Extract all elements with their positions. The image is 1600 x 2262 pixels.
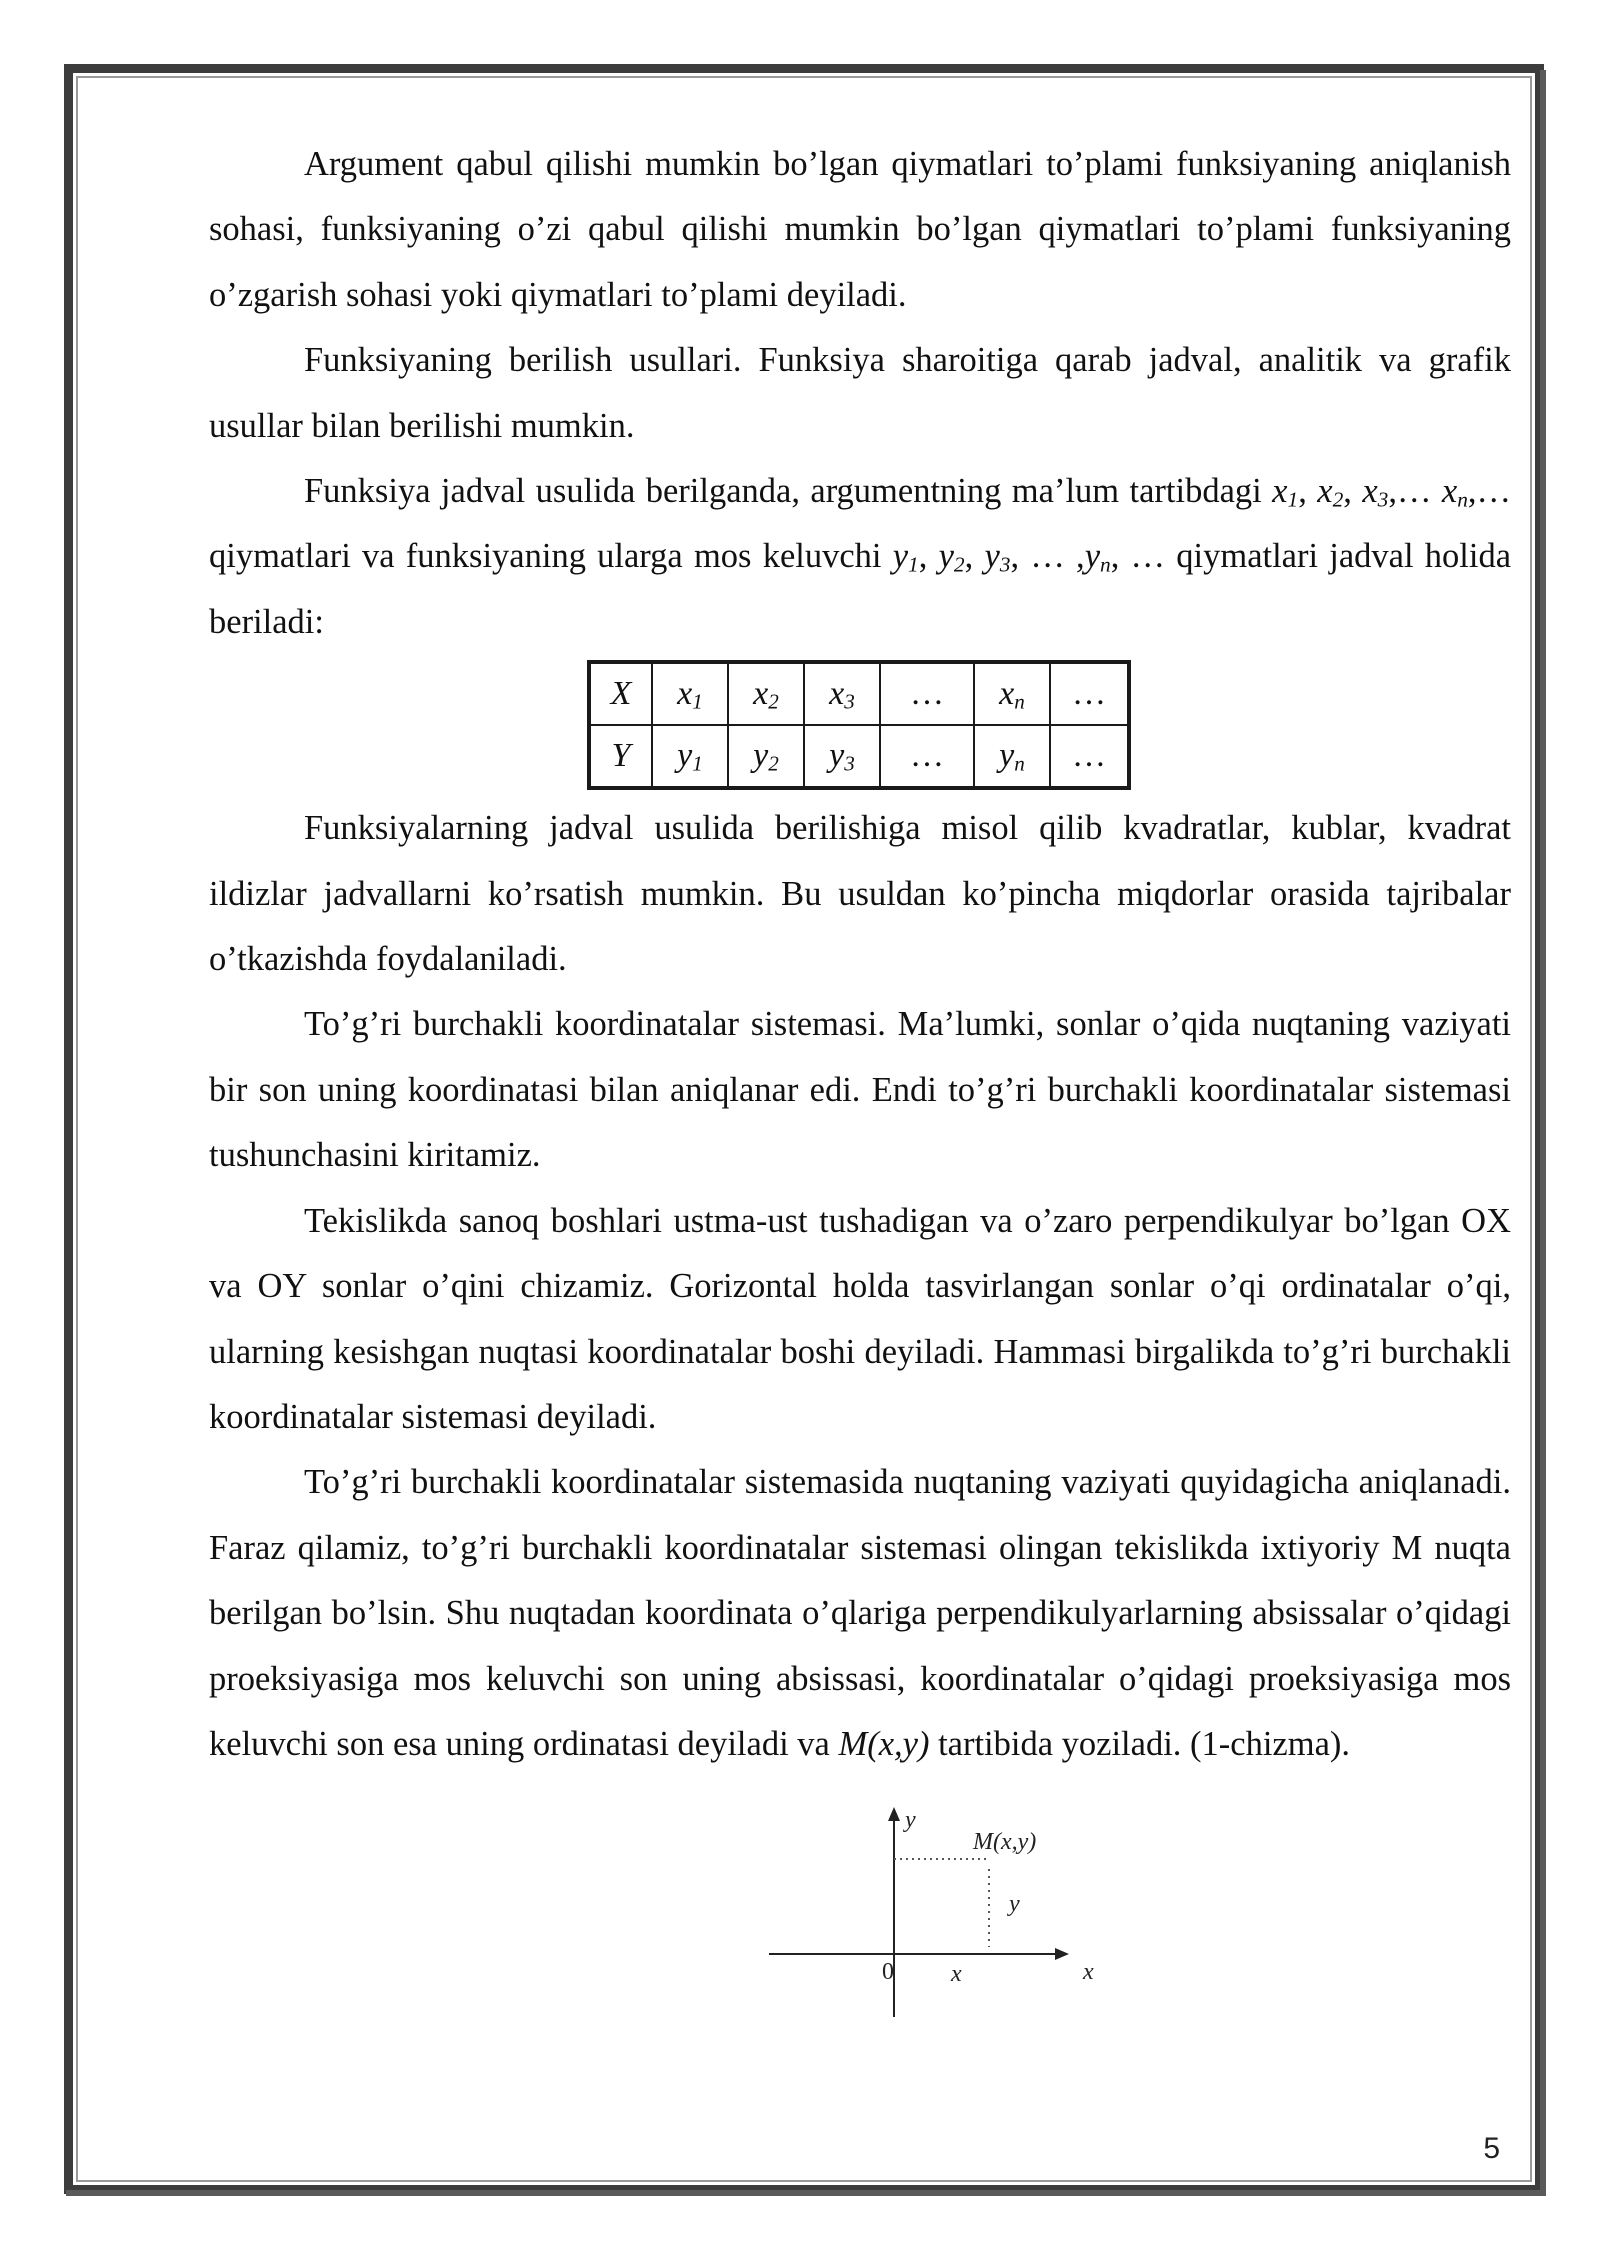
table-cell [974,662,1050,725]
cell-sub: 3 [844,689,855,714]
table-cell [974,725,1050,788]
cell-sub: 1 [692,751,703,776]
cell-var: x [753,675,769,713]
x-axis-arrow [1055,1948,1069,1960]
document-body [209,132,1511,2052]
cell-var: x [829,675,845,713]
paragraph-axes-description: Tekislikda sanoq boshlari ustma-ust tushadigan va o’zaro perpendikulyar bo’lgan OX va OY sonlar o’qini chizamiz. Gorizontal holda tasvirlangan sonlar o’qi ordinatalar o’qi, ularning kesishgan nuqtasi koordinatalar boshi deyiladi. Hammasi birgalikda to’g’ri burchakli koordinatalar sistemasi deyiladi. [209,1201,1511,1436]
text-run: ,… qiymatlari va funksiyaning ularga mos keluvchi [209,472,1512,576]
math-point: M(x,y) [838,1724,930,1763]
origin-label: 0 [882,1959,894,1986]
paragraph-point-position [209,1450,1511,1777]
x-axis-label: x [1083,1959,1094,1986]
math-var: y [984,537,1000,576]
table-cell [652,662,728,725]
page-border-shadow-bottom [66,2190,1546,2196]
math-sub: 1 [908,553,919,578]
text-run: , … , [1010,537,1085,576]
table-cell-header [589,662,652,725]
table-cell [804,725,880,788]
paragraph-domain-definition: Argument qabul qilishi mumkin bo’lgan qiymatlari to’plami funksiyaning aniqlanish sohasi, funksiyaning o’zi qabul qilishi mumkin bo’lgan qiymatlari to’plami funksiyaning o’zgarish sohasi yoki qiymatlari to’plami deyiladi. [209,145,1511,314]
math-var: x [1441,472,1458,511]
y-axis-label: y [905,1807,916,1834]
cell-var: x [677,675,693,713]
math-sub: 2 [1332,487,1344,512]
table-row-y [589,725,1129,788]
math-sub: 2 [953,553,965,578]
table-cell-header [589,725,652,788]
cell-var: y [753,737,769,775]
table-cell [804,662,880,725]
cell-ellipsis: … [910,737,944,775]
text-run: , [1298,472,1318,511]
math-var: x [1317,472,1333,511]
math-var: x [1362,472,1378,511]
paragraph-table-method [209,459,1511,655]
math-var: y [892,537,909,576]
cell-var: y [999,737,1015,775]
page-number: 5 [1483,2132,1500,2165]
math-sub: 3 [999,553,1011,578]
cell-sub: 2 [768,751,779,776]
y-axis-arrow [888,1807,900,1821]
table-header-x: X [610,675,632,713]
text-run: , [1343,472,1363,511]
cell-ellipsis: … [1072,675,1106,713]
table-header-y: Y [611,737,631,775]
text-run: tartibida yoziladi. (1-chizma). [929,1724,1350,1763]
cell-sub: 3 [844,751,855,776]
paragraph-definition-methods: Funksiyaning berilish usullari. Funksiya sharoitiga qarab jadval, analitik va grafik usullar bilan berilishi mumkin. [209,341,1511,445]
table-cell [1050,662,1129,725]
math-var: y [938,537,954,576]
y-projection-label: y [1009,1891,1020,1918]
cell-sub: 2 [768,689,779,714]
coordinate-diagram [769,1799,1109,2029]
text-run: , … qiymatlari jadval holida beriladi: [209,537,1512,641]
table-row-x [589,662,1129,725]
text-run: , [964,537,985,576]
cell-ellipsis: … [910,675,944,713]
table-cell [652,725,728,788]
paragraph-rectangular-coords: To’g’ri burchakli koordinatalar sistemasi. Ma’lumki, sonlar o’qida nuqtaning vaziyati bir son uning koordinatasi bilan aniqlanar edi. Endi to’g’ri burchakli koordinatalar sistemasi tushunchasini kiritamiz. [209,1005,1511,1175]
table-cell [1050,725,1129,788]
text-run: ,… [1388,472,1442,511]
table-cell [728,725,804,788]
table-cell [880,662,974,725]
cell-sub: n [1014,751,1025,776]
page-border-shadow-right [1540,70,1546,2196]
cell-var: y [829,737,845,775]
text-run: , [918,537,939,576]
math-var: y [1084,537,1101,576]
math-sub: n [1457,487,1468,512]
cell-var: x [999,675,1015,713]
text-run: Funksiya jadval usulida berilganda, argumentning ma’lum tartibdagi [304,472,1273,511]
paragraph-table-examples: Funksiyalarning jadval usulida berilishiga misol qilib kvadratlar, kublar, kvadrat ildizlar jadvallarni ko’rsatish mumkin. Bu usuldan ko’pincha miqdorlar orasida tajribalar o’tkazishda foydalaniladi. [209,809,1511,979]
cell-ellipsis: … [1072,737,1106,775]
function-value-table [587,660,1131,790]
math-sub: 1 [1287,487,1299,512]
cell-sub: 1 [692,689,703,714]
table-cell [728,662,804,725]
math-sub: n [1100,553,1111,578]
math-var: x [1272,472,1288,511]
math-sub: 3 [1377,487,1389,512]
text-run: To’g’ri burchakli koordinatalar sistemasida nuqtaning vaziyati quyidagicha aniqlanadi. Faraz qilamiz, to’g’ri burchakli koordinatalar sistemasi olingan tekislikda ixtiyoriy M nuqta berilgan bo’lsin. Shu nuqtadan koordinata o’qlariga perpendikulyarlarning absissalar o’qidagi proeksiyasiga mos keluvchi son uning absissasi, koordinatalar o’qidagi proeksiyasiga mos keluvchi son esa uning ordinatasi deyiladi va [209,1463,1511,1763]
cell-var: y [677,737,693,775]
point-m-label: M(x,y) [973,1829,1037,1856]
cell-sub: n [1014,689,1025,714]
table-cell [880,725,974,788]
x-projection-label: x [951,1961,962,1988]
